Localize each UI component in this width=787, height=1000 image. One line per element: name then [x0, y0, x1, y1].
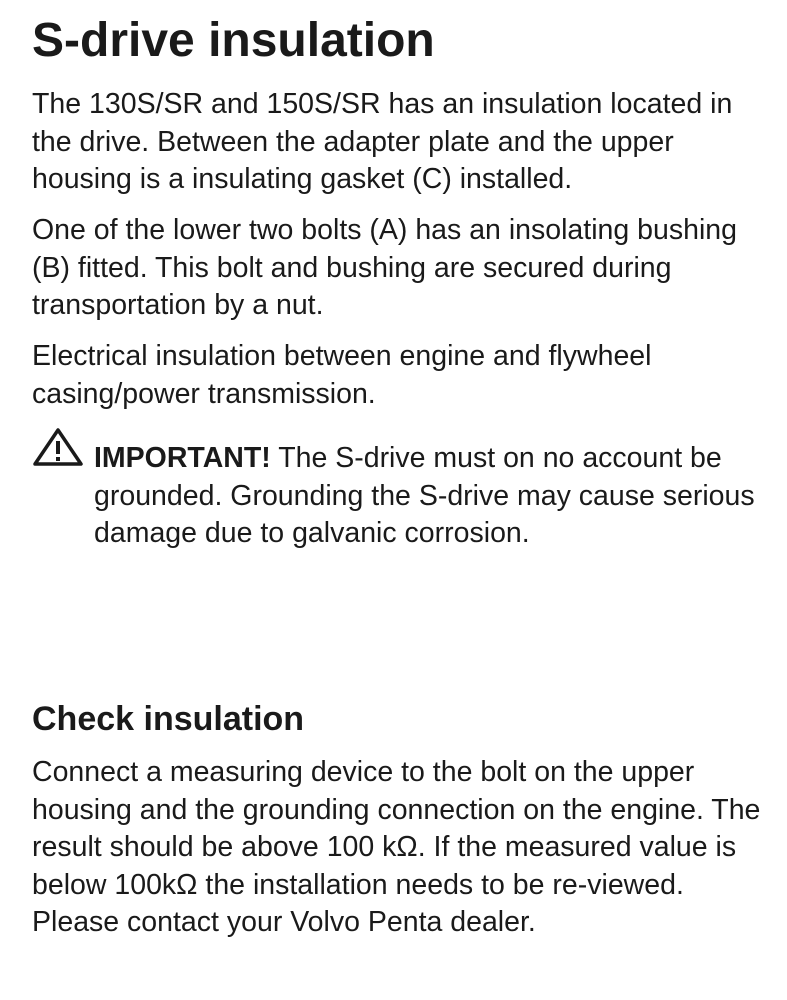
section-title-check-insulation: Check insulation [32, 700, 305, 738]
section-title-s-drive-insulation: S-drive insulation [32, 14, 435, 67]
paragraph-electrical-insulation: Electrical insulation between engine and flywheel casing/power transmission. [32, 340, 652, 410]
important-notice-text [94, 440, 784, 553]
paragraph-check-insulation-procedure: Connect a measuring device to the bolt on the upper housing and the grounding connection on the engine. The result should be above 100 kΩ. If the measured value is below 100kΩ the installation needs to be re-viewed. Please contact your Volvo Penta dealer. [32, 756, 761, 938]
warning-triangle-icon [32, 427, 84, 467]
paragraph-insulating-bushing: One of the lower two bolts (A) has an insolating bushing (B) fitted. This bolt and bushing are secured during transportation by a nut. [32, 214, 737, 321]
paragraph-insulation-location: The 130S/SR and 150S/SR has an insulation located in the drive. Between the adapter plate and the upper housing is a insulating gasket (C) installed. [32, 88, 733, 195]
important-message: The S-drive must on no account be grounded. Grounding the S-drive may cause serious damage due to galvanic corrosion. [94, 442, 755, 549]
important-label: IMPORTANT! [94, 442, 271, 474]
